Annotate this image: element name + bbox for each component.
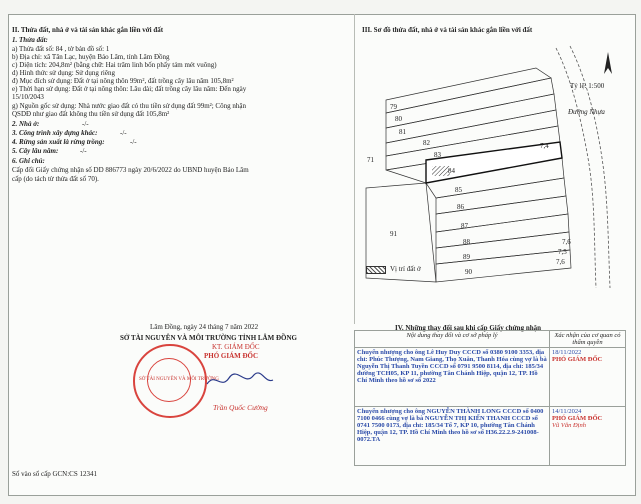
- parcel-80: 80: [395, 115, 402, 123]
- confirm-cell-1: [550, 348, 626, 407]
- parcel-90: 90: [465, 268, 472, 276]
- plot-line: d) Hình thức sử dụng: Sử dụng riêng: [12, 69, 115, 77]
- parcel-71: 71: [367, 156, 374, 164]
- column-divider: [354, 14, 355, 324]
- plot-line: QSDĐ như giao đất không thu tiền sử dụng đất 105,8m²: [12, 110, 170, 118]
- legend-label: Vị trí đất ở: [390, 265, 421, 273]
- dimension: 7,4: [540, 142, 549, 150]
- road-label: Đường Nhựa: [568, 108, 605, 116]
- dimension: 7,5: [558, 248, 567, 256]
- dimension: 7,6: [562, 238, 571, 246]
- confirm-name-2: Vũ Văn Định: [552, 422, 586, 429]
- register-number: Số vào sổ cấp GCN:CS 12341: [12, 470, 97, 478]
- issue-date: Lâm Đồng, ngày 24 tháng 7 năm 2022: [150, 323, 259, 331]
- signer-name: Trần Quốc Cường: [213, 403, 268, 412]
- house-heading: 2. Nhà ở:: [12, 120, 40, 128]
- parcel-82: 82: [423, 139, 430, 147]
- notes-heading: 6. Ghi chú:: [12, 157, 45, 165]
- col-content-header: Nội dung thay đổi và cơ sở pháp lý: [355, 331, 550, 348]
- parcel-91: 91: [390, 230, 397, 238]
- confirm-role-1: PHÓ GIÁM ĐỐC: [552, 356, 603, 363]
- confirm-cell-2: [550, 407, 626, 466]
- table-row: [355, 407, 626, 466]
- parcel-89: 89: [463, 253, 470, 261]
- house-value: -/-: [82, 120, 89, 128]
- note-line: Cấp đổi Giấy chứng nhận số DD 886773 ngày 20/6/2022 do UBND huyện Bảo Lâm: [12, 166, 249, 174]
- col-confirm-header: Xác nhận của cơ quan có thẩm quyền: [550, 331, 626, 348]
- official-seal: [133, 344, 219, 418]
- other-works-value: -/-: [120, 129, 127, 137]
- parcel-83: 83: [434, 151, 441, 159]
- signer-role: KT. GIÁM ĐỐC: [212, 343, 260, 351]
- plot-line: e) Thời hạn sử dụng: Đất ở tại nông thôn: Lâu dài; đất trồng cây lâu năm: Đến ngày: [12, 85, 247, 93]
- plot-line: g) Nguồn gốc sử dụng: Nhà nước giao đất có thu tiền sử dụng đất 99m²; Công nhận: [12, 102, 246, 110]
- forest-value: -/-: [130, 138, 137, 146]
- parcel-88: 88: [463, 238, 470, 246]
- confirm-role-2: PHÓ GIÁM ĐỐC: [552, 415, 603, 422]
- section-3-title: III. Sơ đồ thửa đất, nhà ở và tài sản khác gắn liền với đất: [362, 26, 533, 34]
- plot-line: 15/10/2043: [12, 93, 44, 101]
- change-entry-1: Chuyển nhượng cho ông Lê Huy Duy CCCD số 0380 9100 3353, địa chỉ: Phúc Thượng, Nam Giang, Thọ Xuân, Thanh Hóa cùng vợ là bà Nguyễn Thị Thanh Tuyền CCCD số 0791 9500 8114, địa chỉ: 185/34 đường TCH05, KP 11, phường Tân Chánh Hiệp, quận 12, TP. Hồ Chí Minh theo hồ sơ số 2022: [355, 348, 550, 407]
- signer-title: PHÓ GIÁM ĐỐC: [204, 352, 259, 360]
- parcel-81: 81: [399, 128, 406, 136]
- signature: [205, 368, 275, 392]
- change-entry-2: Chuyển nhượng cho ông NGUYỄN THÀNH LONG CCCD số 0400 7100 0466 cùng vợ là bà NGUYỄN THỊ KIẾN THANH CCCD số 0741 7500 0173, địa chỉ: 185/34 Tổ 7, KP 10, phường Tân Chánh Hiệp, quận 12, TP. Hồ Chí Minh theo hồ sơ số H36.22.2.9-241008-0072.TA: [355, 407, 550, 466]
- dimension: 7,6: [556, 258, 565, 266]
- parcel-84: 84: [448, 167, 455, 175]
- table-header: [355, 331, 626, 348]
- parcel-79: 79: [390, 103, 397, 111]
- section-4-title: IV. Những thay đổi sau khi cấp Giấy chứng nhận: [395, 324, 541, 332]
- parcel-85: 85: [455, 186, 462, 194]
- note-line: cấp (do tách từ thửa đất số 70).: [12, 175, 99, 183]
- legend-swatch: [366, 266, 386, 274]
- other-works-heading: 3. Công trình xây dựng khác:: [12, 129, 98, 137]
- changes-table: [354, 330, 626, 466]
- section-2-title: II. Thửa đất, nhà ở và tài sản khác gắn liền với đất: [12, 26, 164, 34]
- parcel-87: 87: [461, 222, 468, 230]
- plot-line: a) Thửa đất số: 84 , tờ bản đồ số: 1: [12, 45, 110, 53]
- scale: Tỷ lệ: 1:500: [570, 82, 605, 90]
- plot-line: c) Diện tích: 204,8m² (bằng chữ: Hai trăm linh bốn phẩy tám mét vuông): [12, 61, 217, 69]
- confirm-date-1: 18/11/2022: [552, 349, 582, 356]
- seal-text: SỞ TÀI NGUYÊN VÀ MÔI TRƯỜNG: [139, 377, 219, 382]
- land-plot-heading: 1. Thửa đất:: [12, 36, 48, 44]
- table-row: [355, 348, 626, 407]
- confirm-date-2: 14/11/2024: [552, 408, 582, 415]
- issuing-authority: SỞ TÀI NGUYÊN VÀ MÔI TRƯỜNG TỈNH LÂM ĐỒNG: [120, 334, 297, 342]
- perennial-heading: 5. Cây lâu năm:: [12, 147, 59, 155]
- plot-line: b) Địa chỉ: xã Tân Lạc, huyện Bảo Lâm, tỉnh Lâm Đồng: [12, 53, 170, 61]
- forest-heading: 4. Rừng sản xuất là rừng trồng:: [12, 138, 105, 146]
- parcel-86: 86: [457, 203, 464, 211]
- parcel-map: [356, 38, 632, 288]
- plot-line: đ) Mục đích sử dụng: Đất ở tại nông thôn 99m², đất trồng cây lâu năm 105,8m²: [12, 77, 234, 85]
- perennial-value: -/-: [80, 147, 87, 155]
